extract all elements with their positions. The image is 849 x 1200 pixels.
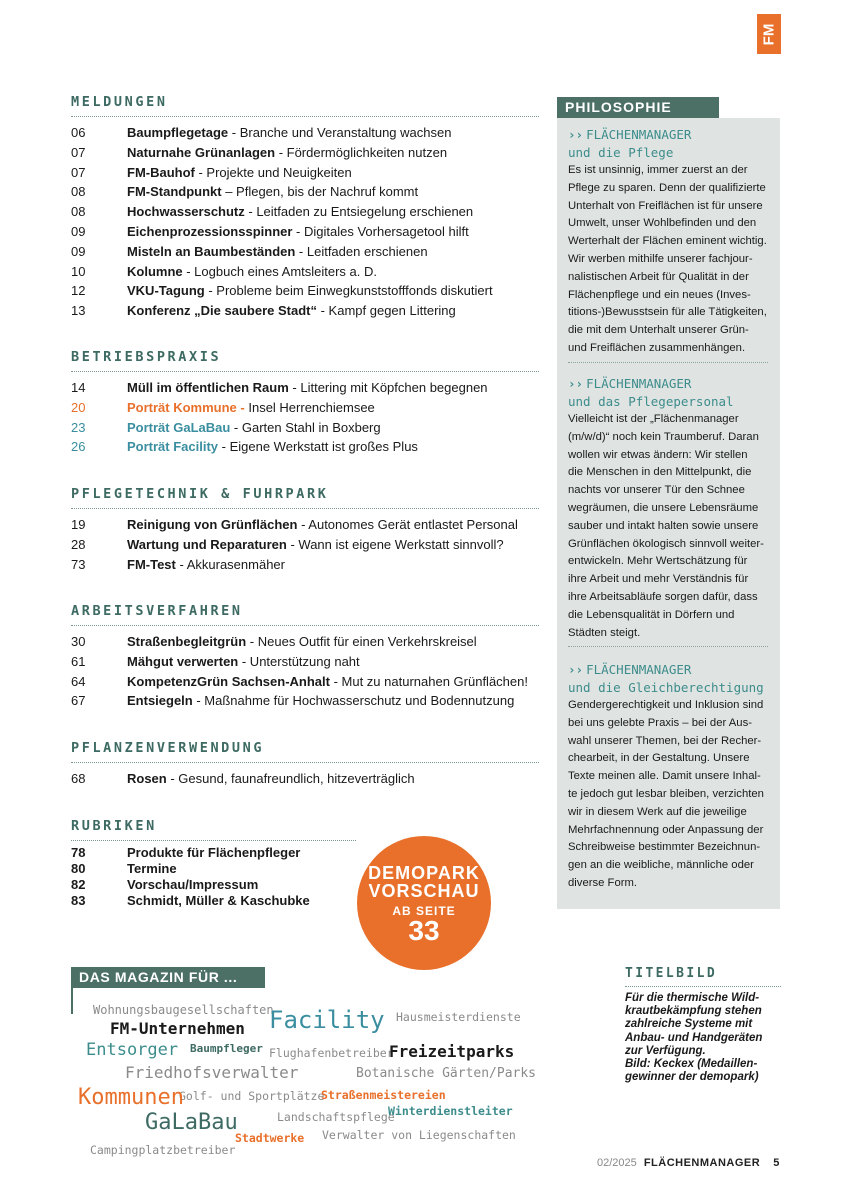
text-line: Gendergerechtigkeit und Inklusion sind (568, 699, 764, 711)
caption-line: Für die thermische Wild- (625, 992, 760, 1004)
text-line: Texte meinen alle. Damit unsere Inhal- (568, 770, 761, 783)
toc-description: - Digitales Vorhersagetool hilft (292, 223, 469, 239)
text-line: ihre Arbeit und mehr Verständnis für (568, 573, 749, 586)
toc-title: Reinigung von Grünflächen (127, 517, 298, 532)
toc-title: Eichenprozessionsspinner (127, 223, 293, 239)
toc-entry[interactable] (71, 515, 541, 535)
toc-entry[interactable] (71, 672, 541, 692)
toc-page-number: 80 (71, 861, 86, 876)
toc-entry[interactable] (71, 202, 541, 222)
toc-title: FM-Standpunkt (127, 184, 222, 200)
text-line: diverse Form. (568, 876, 638, 889)
toc-entry[interactable] (71, 378, 541, 398)
toc-description: - Logbuch eines Amtsleiters a. D. (182, 263, 377, 279)
toc-title: Kolumne (127, 263, 183, 279)
toc-description: - Maßnahme für Hochwasserschutz und Bodennutzung (192, 693, 515, 709)
philosophie-block-heading (568, 661, 768, 697)
section-heading-arbeitsverfahren: ARBEITSVERFAHREN (71, 603, 539, 626)
heading-line-2: und die Pflege (568, 145, 674, 160)
toc-entry[interactable] (71, 163, 541, 183)
toc-title: Rosen (127, 771, 167, 786)
heading-line-1: FLÄCHENMANAGER (586, 662, 692, 677)
word-cloud-item: Winterdienstleiter (388, 1104, 513, 1118)
philosophie-panel (557, 118, 780, 909)
word-cloud-item: Campingplatzbetreiber (90, 1143, 236, 1157)
toc-page-number: 28 (71, 536, 86, 552)
toc-page-number: 08 (71, 184, 86, 200)
toc-page-number: 30 (71, 634, 86, 649)
toc-page-number: 07 (71, 144, 86, 160)
toc-entry[interactable] (71, 143, 541, 163)
toc-title: Porträt GaLaBau (127, 419, 231, 435)
toc-title: Termine (127, 861, 177, 876)
word-cloud-item: Golf- und Sportplätze (179, 1089, 325, 1103)
toc-title: Hochwasserschutz (127, 204, 245, 220)
badge-line-2: VORSCHAU (368, 881, 480, 901)
toc-page-number: 64 (71, 673, 86, 689)
toc-entry[interactable] (71, 437, 541, 457)
philosophie-block (568, 126, 768, 363)
toc-page-number: 20 (71, 399, 86, 415)
toc-description: - Gesund, faunafreundlich, hitzeverträglich (166, 771, 415, 786)
text-line: (m/w/d)“ noch kein Traumberuf. Daran (568, 430, 759, 443)
toc-title: Porträt Kommune - (127, 399, 245, 415)
toc-entry[interactable] (71, 281, 541, 301)
text-line: wahl unserer Themen, bei der Recher- (568, 734, 762, 747)
text-line: Wir werben mithilfe unserer fachjour- (568, 252, 753, 265)
text-line: Es ist unsinnig, immer zuerst an der (568, 164, 748, 176)
toc-title: Konferenz „Die saubere Stadt“ (127, 303, 317, 319)
word-cloud-item: GaLaBau (145, 1110, 238, 1135)
toc-page-number: 14 (71, 380, 86, 395)
chevron-right-icon: ›› (568, 376, 584, 391)
magazin-label-rule (71, 988, 73, 1014)
toc-page-number: 10 (71, 263, 86, 279)
toc-page-number: 83 (71, 893, 86, 908)
philosophie-block-heading (568, 126, 768, 162)
toc-page-number: 73 (71, 556, 86, 572)
badge-page-number: 33 (408, 915, 440, 946)
chevron-right-icon: ›› (568, 127, 584, 142)
text-line: wegräumen, die unsere Lebensräume (568, 501, 759, 514)
heading-line-2: und die Gleichberechtigung (568, 680, 764, 695)
text-line: die mit dem Unterhalt unserer Grün- (568, 324, 749, 337)
toc-title: Mähgut verwerten (127, 653, 239, 669)
text-line: ihre Arbeitsabläufe sorgen dafür, dass (568, 590, 758, 603)
text-line: die Menschen in den Mittelpunkt, die (568, 466, 752, 479)
text-line: Flächenpflege und ein neues (Inves- (568, 288, 751, 301)
text-line: und Freiflächen zusammenhängen. (568, 341, 746, 354)
text-line: Umwelt, unser Wohlbefinden und den (568, 217, 757, 230)
toc-title: Wartung und Reparaturen (127, 536, 287, 552)
toc-page-number: 26 (71, 439, 86, 455)
word-cloud-item: Facility (269, 1006, 385, 1034)
toc-title: KompetenzGrün Sachsen-Anhalt (127, 673, 330, 689)
section-heading-meldungen: MELDUNGEN (71, 94, 539, 117)
toc-page-number: 19 (71, 517, 86, 532)
word-cloud-item: Verwalter von Liegenschaften (322, 1128, 516, 1142)
footer-issue: 02/2025 (597, 1157, 637, 1169)
word-cloud-item: Friedhofsverwalter (125, 1063, 299, 1082)
text-line: Werterhalt der Flächen eminent wichtig. (568, 235, 767, 248)
philosophie-block-text (568, 411, 768, 642)
philosophie-block (568, 661, 768, 893)
toc-page-number: 67 (71, 693, 86, 709)
toc-title: Vorschau/Impressum (127, 877, 259, 892)
toc-description: - Eigene Werkstatt ist großes Plus (218, 439, 418, 455)
toc-title: VKU-Tagung (127, 283, 205, 299)
toc-description: - Branche und Veranstaltung wachsen (228, 125, 452, 140)
word-cloud-item: Wohnungsbaugesellschaften (93, 1003, 274, 1017)
toc-description: - Kampf gegen Littering (317, 303, 456, 319)
toc-entry[interactable] (71, 222, 541, 242)
toc-description: - Fördermöglichkeiten nutzen (275, 144, 448, 160)
section-heading-betriebspraxis: BETRIEBSPRAXIS (71, 349, 539, 372)
text-line: nalistischen Arbeit für Qualität in der (568, 270, 749, 283)
text-line: chearbeit, in der Gestaltung. Unsere (568, 752, 750, 765)
toc-page-number: 23 (71, 419, 86, 435)
block-divider (568, 362, 768, 363)
toc-entry[interactable] (71, 418, 541, 438)
text-line: titions-)Bewusstsein für alle Tätigkeiten, (568, 306, 767, 319)
caption-line: Anbau- und Handgeräten (625, 1031, 763, 1044)
text-line: entwickeln. Mehr Wertschätzung für (568, 555, 748, 568)
word-cloud-item: FM-Unternehmen (110, 1019, 245, 1038)
toc-entry[interactable] (71, 769, 541, 789)
toc-list-arbeitsverfahren (71, 632, 541, 711)
text-line: te jedoch gut lesbar bleiben, verzichten (568, 787, 764, 800)
caption-line: Bild: Keckex (Medaillen- (625, 1058, 758, 1071)
toc-page-number: 09 (71, 223, 86, 239)
section-heading-pflegetechnik: PFLEGETECHNIK & FUHRPARK (71, 486, 539, 509)
toc-entry[interactable] (71, 182, 541, 202)
text-line: Pflege zu sparen. Denn der qualifizierte (568, 181, 766, 194)
toc-list-pflegetechnik (71, 515, 541, 574)
toc-description: - Probleme beim Einwegkunststofffonds diskutiert (204, 283, 493, 299)
toc-list-pflanzenverwendung (71, 769, 541, 789)
toc-page-number: 06 (71, 125, 86, 140)
toc-entry[interactable] (71, 262, 541, 282)
toc-page-number: 12 (71, 283, 86, 299)
toc-entry[interactable] (71, 242, 541, 262)
toc-list-meldungen (71, 123, 541, 321)
word-cloud-item: Landschaftspflege (277, 1110, 395, 1124)
toc-title: Porträt Facility (127, 439, 219, 455)
toc-entry[interactable] (71, 632, 541, 652)
footer-magazine: FLÄCHENMANAGER (643, 1157, 761, 1169)
toc-entry[interactable] (71, 652, 541, 672)
footer-page-number: 5 (773, 1157, 780, 1169)
text-line: nachts vor unserer Tür den Schnee (568, 484, 745, 497)
toc-description: - Unterstützung naht (238, 653, 360, 669)
toc-entry[interactable] (71, 398, 541, 418)
section-tab-label: FM (760, 23, 778, 45)
text-line: wollen wir etwas ändern: Wir stellen (568, 448, 748, 461)
titelbild-heading: TITELBILD (625, 966, 781, 987)
text-line: Städten steigt. (568, 626, 641, 639)
page-footer (597, 1157, 779, 1169)
toc-page-number: 61 (71, 653, 86, 669)
toc-title: Müll im öffentlichen Raum (127, 380, 289, 395)
word-cloud-item: Kommunen (78, 1085, 184, 1110)
text-line: bei uns gelebte Praxis – bei der Aus- (568, 716, 752, 729)
word-cloud-item: Flughafenbetreiber (269, 1046, 394, 1060)
word-cloud-item: Straßenmeistereien (321, 1088, 446, 1102)
philosophie-block-text (568, 162, 768, 358)
block-divider (568, 646, 768, 647)
toc-description: Insel Herrenchiemsee (244, 399, 375, 415)
word-cloud-item: Baumpfleger (190, 1042, 263, 1055)
caption-line: krautbekämpfung stehen (625, 1005, 762, 1018)
toc-description: - Garten Stahl in Boxberg (230, 419, 381, 435)
toc-description: – Pflegen, bis der Nachruf kommt (221, 184, 419, 200)
badge-line-3: AB SEITE (392, 904, 456, 918)
caption-line: zahlreiche Systeme mit (625, 1018, 753, 1031)
heading-line-1: FLÄCHENMANAGER (586, 127, 692, 142)
badge-line-1: DEMOPARK (368, 863, 480, 883)
philosophie-block-text (568, 697, 768, 893)
word-cloud-item: Freizeitparks (389, 1042, 515, 1061)
toc-page-number: 09 (71, 243, 86, 259)
toc-description: - Wann ist eigene Werkstatt sinnvoll? (286, 536, 504, 552)
toc-description: - Neues Outfit für einen Verkehrskreisel (246, 634, 477, 649)
toc-title: Schmidt, Müller & Kaschubke (127, 893, 310, 908)
text-line: sauber und intakt halten sowie unsere (568, 519, 759, 532)
toc-entry[interactable] (71, 301, 541, 321)
toc-description: - Akkurasenmäher (175, 556, 285, 572)
toc-description: - Autonomes Gerät entlastet Personal (297, 517, 518, 532)
heading-line-1: FLÄCHENMANAGER (586, 376, 692, 391)
magazin-label: DAS MAGAZIN FÜR ... (71, 967, 265, 988)
toc-description: - Mut zu naturnahen Grünflächen! (329, 673, 528, 689)
toc-page-number: 08 (71, 204, 86, 220)
toc-entry[interactable] (71, 535, 541, 555)
toc-entry[interactable] (71, 555, 541, 575)
toc-description: - Leitfaden zu Entsiegelung erschienen (244, 204, 474, 220)
toc-entry[interactable] (71, 123, 541, 143)
word-cloud-item: Entsorger (86, 1040, 179, 1060)
text-line: gen an die weibliche, männliche oder (568, 859, 754, 872)
word-cloud-item: Stadtwerke (235, 1131, 305, 1145)
word-cloud-item: Botanische Gärten/Parks (356, 1066, 537, 1081)
philosophie-block (568, 375, 768, 647)
section-heading-pflanzenverwendung: PFLANZENVERWENDUNG (71, 740, 539, 763)
text-line: Schreibweise bestimmter Bezeichnun- (568, 841, 761, 854)
text-line: wir in diesem Werk auf die jeweilige (568, 805, 747, 818)
toc-page-number: 13 (71, 303, 86, 319)
section-heading-rubriken: RUBRIKEN (71, 818, 356, 841)
text-line: die Lebensqualität in Dörfern und (568, 608, 735, 621)
toc-title: FM-Bauhof (127, 164, 195, 180)
toc-title: Straßenbegleitgrün (127, 634, 247, 649)
toc-title: FM-Test (127, 556, 176, 572)
toc-title: Naturnahe Grünanlagen (127, 144, 276, 160)
toc-page-number: 68 (71, 771, 86, 786)
caption-line: gewinner der demopark) (625, 1071, 759, 1084)
text-line: Mehrfachnennung oder Anpassung der (568, 823, 764, 836)
toc-entry[interactable] (71, 691, 541, 711)
titelbild-caption (625, 992, 785, 1084)
toc-title: Produkte für Flächenpfleger (127, 845, 301, 860)
toc-list-betriebspraxis (71, 378, 541, 457)
toc-title: Misteln an Baumbeständen (127, 243, 296, 259)
philosophie-label: PHILOSOPHIE (557, 97, 719, 118)
toc-description: - Leitfaden erschienen (295, 243, 428, 259)
toc-page-number: 82 (71, 877, 86, 892)
caption-line: zur Verfügung. (625, 1044, 706, 1057)
heading-line-2: und das Pflegepersonal (568, 394, 734, 409)
philosophie-block-heading (568, 375, 768, 411)
text-line: Vielleicht ist der „Flächenmanager (568, 413, 739, 425)
chevron-right-icon: ›› (568, 662, 584, 677)
text-line: Grünflächen ökologisch sinnvoll weiter- (568, 537, 764, 550)
toc-page-number: 07 (71, 164, 86, 180)
toc-title: Entsiegeln (127, 693, 193, 709)
demopark-badge (357, 836, 491, 970)
text-line: Unterhalt von Freiflächen ist für unsere (568, 199, 763, 212)
toc-title: Baumpflegetage (127, 125, 229, 140)
toc-page-number: 78 (71, 845, 86, 860)
section-tab (757, 14, 781, 54)
word-cloud-item: Hausmeisterdienste (396, 1010, 521, 1024)
toc-description: - Projekte und Neuigkeiten (194, 164, 352, 180)
toc-description: - Littering mit Köpfchen begegnen (288, 380, 488, 395)
